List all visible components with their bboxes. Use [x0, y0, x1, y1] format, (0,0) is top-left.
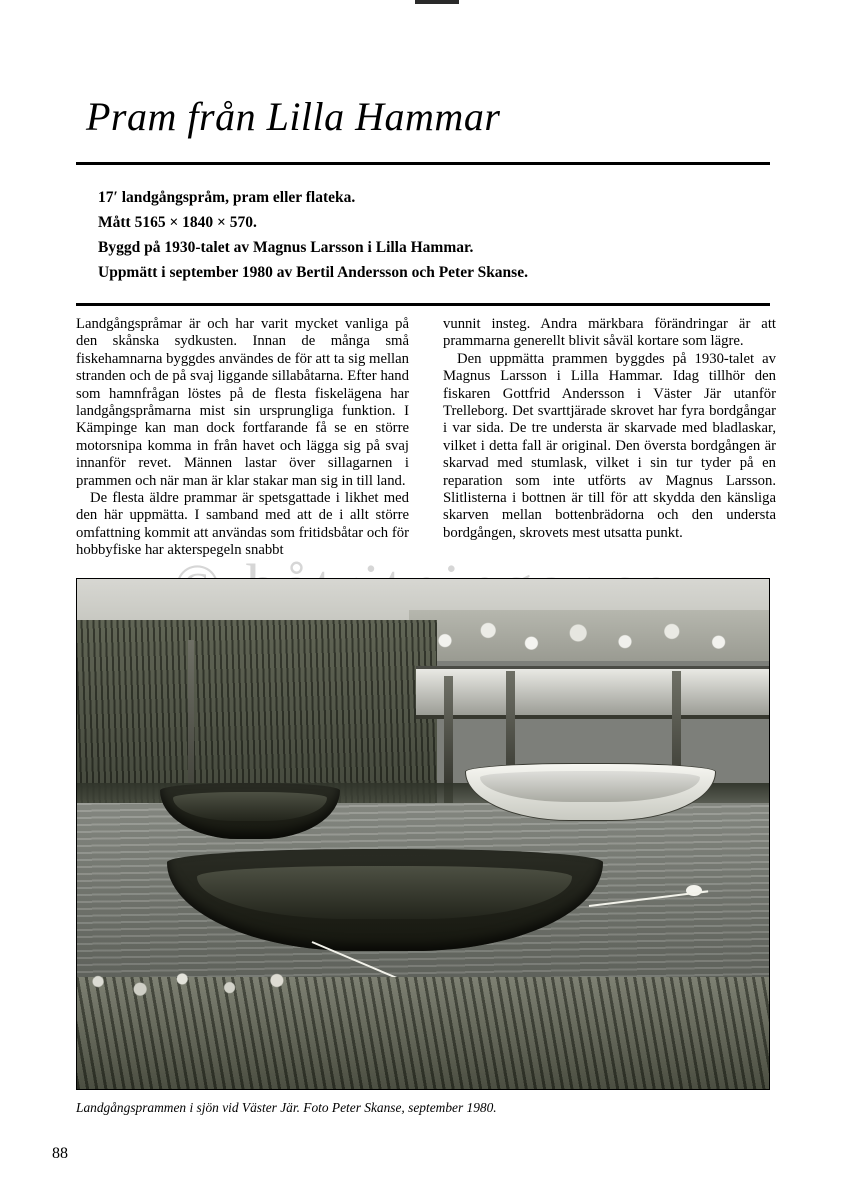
paragraph-right-1: vunnit insteg. Andra märkbara förändringar är att prammarna generellt blivit såväl kortare som lägre. [443, 316, 776, 350]
photo-foreground-stones [77, 956, 340, 1007]
photo-jetty [416, 666, 769, 719]
specification-box [76, 162, 770, 306]
spec-line-2: Mått 5165 × 1840 × 570. [98, 214, 257, 231]
trim-mark [415, 0, 459, 4]
body-text [76, 316, 776, 560]
page-title: Pram från Lilla Hammar [86, 93, 501, 139]
figure-caption: Landgångsprammen i sjön vid Väster Jär. Foto Peter Skanse, september 1980. [76, 1100, 497, 1115]
photo-boat-small-dark-interior [173, 792, 328, 821]
figure-photo [76, 578, 770, 1090]
paragraph-left-1: Landgångspråmar är och har varit mycket vanliga på den skånska sydkusten. Innan de många små fiskehamnarna byggdes användes de för att ta sig mellan stranden och de på svaj liggande sillabåtarna. Efter hand som hamnfrågan löstes på de flesta fiskelägena har landgångspråmarna mist sin ursprungliga funktion. I Kämpinge kan man dock fortfarande få se en större motorsnipa komma in från havet och lägga sig på svaj innanför revet. Männen lastar över sillagarnen i prammen och när man är klar stakar man sig in till land. [76, 316, 409, 489]
spec-line-4: Uppmätt i september 1980 av Bertil Andersson och Peter Skanse. [98, 264, 528, 281]
photo-stone-beach [409, 610, 769, 661]
spec-line-3: Byggd på 1930-talet av Magnus Larsson i Lilla Hammar. [98, 239, 474, 256]
text-column-left [76, 316, 409, 560]
photo-boat-white-interior [480, 771, 699, 801]
spec-line-1: 17′ landgångspråm, pram eller flateka. [98, 189, 356, 206]
photo-content [77, 579, 769, 1089]
paragraph-right-2: Den uppmätta prammen byggdes på 1930-talet av Magnus Larsson i Lilla Hammar. Idag tillhör den fiskaren Gottfrid Andersson i Väster Jär utanför Trelleborg. Det svarttjärade skrovet har fyra bordgångar i var sida. De tre understa är skarvade med bladlaskar, vilket i detta fall är original. Den översta bordgången är skarvad med stumlask, vilket i sin tur tyder på en reparation som inte utförts av Magnus Larsson. Slitlisterna i bottnen är till för att skydda den känsliga skarven mellan bottenbrädorna och den understa bordgången, skrovets mest utsatta punkt. [443, 350, 776, 541]
text-column-right [443, 316, 776, 560]
paragraph-left-2: De flesta äldre prammar är spetsgattade i likhet med den här uppmätta. I samband med att de i allt större omfattning kommit att användas som fritidsbåtar och för hobbyfiske har akterspegeln snabbt [76, 490, 409, 559]
photo-boat-foreground-interior [197, 866, 572, 919]
page-number: 88 [52, 1145, 68, 1162]
